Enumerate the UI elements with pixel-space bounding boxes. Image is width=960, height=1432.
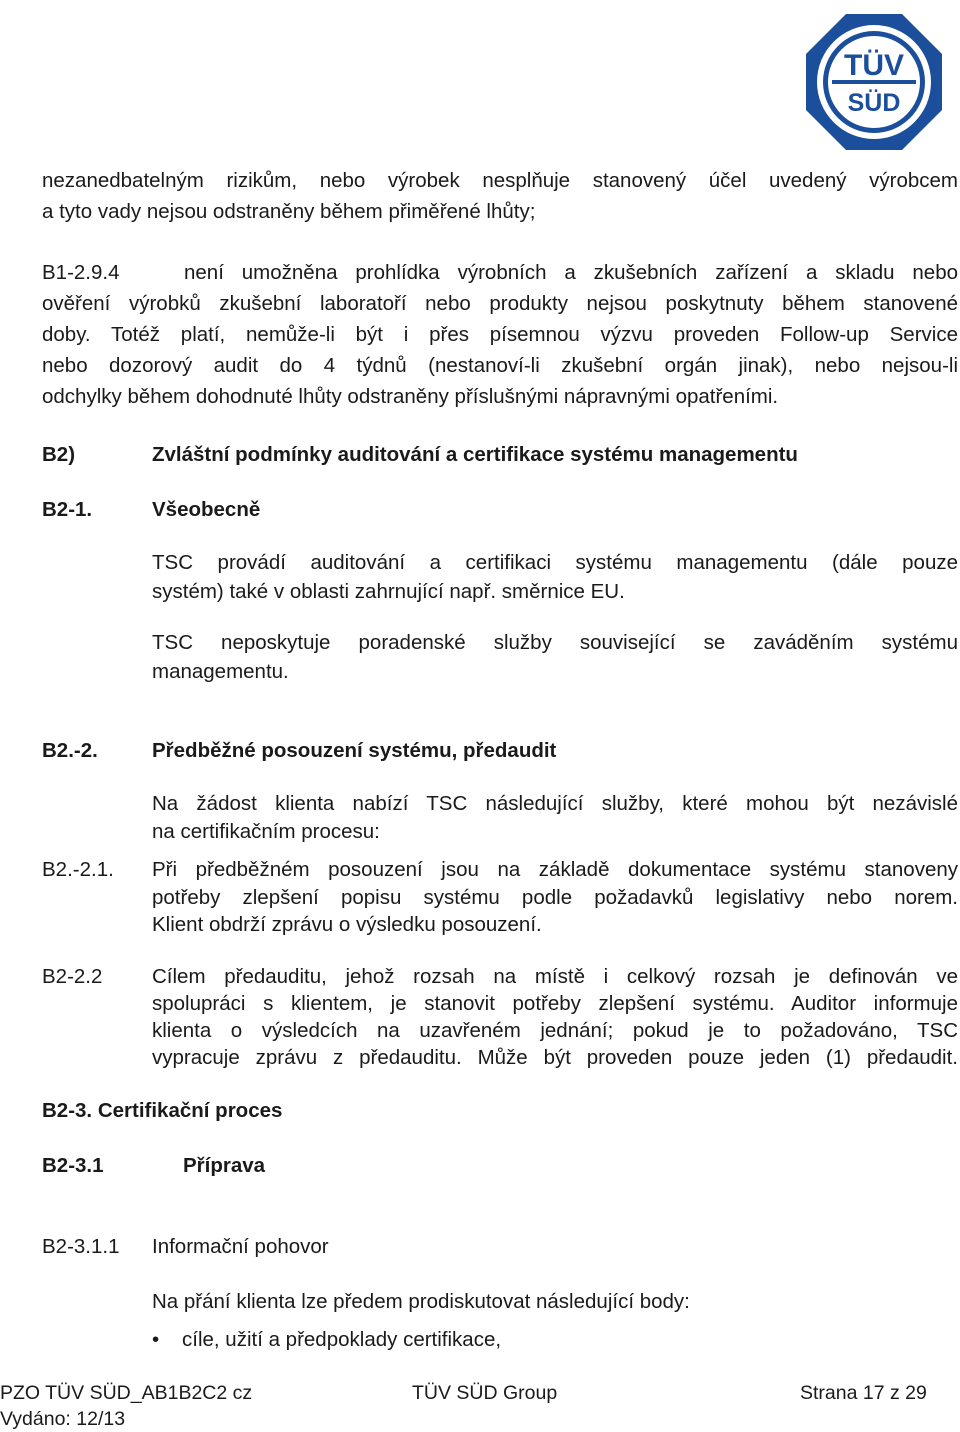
footer-issued-date: Vydáno: 12/13	[0, 1408, 126, 1430]
b2-1-p2-line-2: managementu.	[152, 660, 289, 683]
b2-1-p1-line-1: TSC provádí auditování a certifikaci systému managementu (dále pouze	[152, 551, 958, 574]
section-number-b2: B2)	[42, 443, 76, 466]
b2-2-intro-line-2: na certifikačním procesu:	[152, 820, 380, 843]
list-item: cíle, užití a předpoklady certifikace,	[182, 1328, 502, 1351]
bullet-icon: •	[152, 1328, 160, 1351]
footer-company: TÜV SÜD Group	[412, 1382, 558, 1404]
section-title-b2-1: Všeobecně	[152, 498, 261, 521]
b2-1-p1-line-2: systém) také v oblasti zahrnující např. směrnice EU.	[152, 580, 625, 603]
section-number-b2-2-2: B2-2.2	[42, 965, 103, 988]
intro-line-2: a tyto vady nejsou odstraněny během přiměřené lhůty;	[42, 200, 536, 223]
b1-2-9-4-line-5: odchylky během dohodnuté lhůty odstraněny příslušnými nápravnými opatřeními.	[42, 385, 779, 408]
section-heading-b2-3: B2-3. Certifikační proces	[42, 1099, 283, 1122]
b2-2-1-line-2: potřeby zlepšení popisu systému podle požadavků legislativy nebo norem.	[152, 886, 958, 909]
b2-2-2-line-2: spolupráci s klientem, je stanovit potřeby zlepšení systému. Auditor informuje	[152, 992, 958, 1015]
b1-2-9-4-line-1: není umožněna prohlídka výrobních a zkušebních zařízení a skladu nebo	[184, 261, 958, 284]
b2-2-1-line-1: Při předběžném posouzení jsou na základě dokumentace systému stanoveny	[152, 858, 958, 881]
tuv-sud-logo	[806, 14, 942, 150]
section-number-b2-2-1: B2.-2.1.	[42, 858, 114, 881]
section-number-b2-1: B2-1.	[42, 498, 93, 521]
intro-line-1: nezanedbatelným rizikům, nebo výrobek nesplňuje stanovený účel uvedený výrobcem	[42, 169, 958, 192]
logo-text-bottom: SÜD	[847, 89, 901, 117]
b2-3-1-1-intro: Na přání klienta lze předem prodiskutovat následující body:	[152, 1290, 690, 1313]
b1-2-9-4-line-4: nebo dozorový audit do 4 týdnů (nestanoví-li zkušební orgán jinak), nebo nejsou-li	[42, 354, 958, 377]
b2-2-1-line-3: Klient obdrží zprávu o výsledku posouzení.	[152, 913, 542, 936]
b2-1-p2-line-1: TSC neposkytuje poradenské služby související se zaváděním systému	[152, 631, 958, 654]
section-title-b2: Zvláštní podmínky auditování a certifikace systému managementu	[152, 443, 798, 466]
section-title-b2-3-1-1: Informační pohovor	[152, 1235, 329, 1258]
b1-2-9-4-line-2: ověření výrobků zkušební laboratoří nebo produkty nejsou poskytnuty během stanovené	[42, 292, 958, 315]
b2-2-2-line-3: klienta o výsledcích na uzavřeném jednání; pokud je to požadováno, TSC	[152, 1019, 958, 1042]
b2-2-intro-line-1: Na žádost klienta nabízí TSC následující služby, které mohou být nezávislé	[152, 792, 958, 815]
section-number-b2-2: B2.-2.	[42, 739, 98, 762]
section-number-b2-3-1: B2-3.1	[42, 1154, 104, 1177]
b1-2-9-4-line-3: doby. Totéž platí, nemůže-li být i přes písemnou výzvu proveden Follow-up Service	[42, 323, 958, 346]
b2-2-2-line-4: vypracuje zprávu z předauditu. Může být proveden pouze jeden (1) předaudit.	[152, 1046, 958, 1069]
logo-text-top: TÜV	[844, 49, 904, 82]
section-number-b1-2-9-4: B1-2.9.4	[42, 261, 120, 284]
section-title-b2-3-1: Příprava	[183, 1154, 266, 1177]
footer-page-number: Strana 17 z 29	[800, 1382, 927, 1404]
section-title-b2-2: Předběžné posouzení systému, předaudit	[152, 739, 557, 762]
section-number-b2-3-1-1: B2-3.1.1	[42, 1235, 120, 1258]
b2-2-2-line-1: Cílem předauditu, jehož rozsah na místě i celkový rozsah je definován ve	[152, 965, 958, 988]
footer-doc-id: PZO TÜV SÜD_AB1B2C2 cz	[0, 1382, 253, 1404]
